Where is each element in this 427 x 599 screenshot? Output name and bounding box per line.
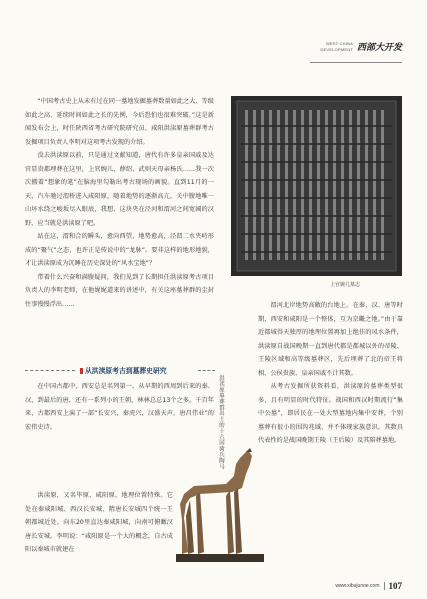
paragraph: “中国考古史上从未有过在同一墓地发掘墓葬数量如此之大、等级如此之高、延续时间如此之长的先例，今后恐怕也很难突破。”这是新闻发布会上，时任陕西省考古研究院研究员、咸阳洪渎原墓葬群考古发掘项目负责人李明对这项考古发现的介绍。: [25, 98, 214, 146]
paragraph: 洪渎原，又名毕原、咸阳原，地理位置特殊。它处在秦咸阳城、西汉长安城、隋唐长安城四个统一王朝都城近处。向东20里直达秦咸阳城，向南可俯瞰汉唐长安城。李明说：“咸阳原是一个大的概念，自古成阳以秦城市就建在: [25, 492, 173, 553]
paragraph: 渭河北岸地势高敞的台地上。在秦、汉、唐等时期，西安和咸阳是一个整体，互为京畿之地。”由于靠近都城得天独厚的地理位置再加上绝佳的风水条件，洪渎原自战国晚期一直到唐代都是都城以外的帝陵、王陵区域和高等级墓葬区，先后埋葬了北的帝王将相、公侯贵族、皇亲国戚不计其数。: [258, 302, 403, 377]
heading-rule-left: [25, 370, 75, 371]
paragraph: 没去洪渎原以前，只是通过文献知道，唐代有许多皇亲国戚及达官显贵都埋葬在这里，上官婉儿、薛绍、武则天母亲杨氏……我一次次搬着“想象的笔”在脑海里勾勒出考古现场的画貌。直到11月的一天，汽车驰过渭桥进入咸阳原，随着地势的逐渐高亢，关中腹地唯一山坏水绕之峻坂尽入眼底，我想，这块夹在泾河和渭河之间宽阔的汉野，应当就是洪渎原了吧。: [25, 152, 214, 227]
heading-rule-right: [198, 370, 215, 371]
page-number: 107: [388, 581, 402, 591]
masthead-english: WEST CHINA DEVELOPMENT: [320, 41, 353, 52]
masthead-logo: 西部大开发: [356, 43, 402, 53]
article-column-1c: [25, 489, 173, 557]
photo-caption: 上官婉儿墓志: [330, 282, 361, 288]
heading-text: 从洪渎原考古到墓葬史研究: [80, 365, 167, 375]
section-heading: [25, 364, 215, 376]
footer-url[interactable]: www.xibujunoe.com: [335, 583, 380, 589]
vertical-caption: 洪渎原墓葬群出土的十六国骑兵陶马: [218, 375, 224, 470]
paragraph: 带着什么兴奋和满腹疑问，我们见到了长期担任洪渎原考古项目负责人的李明老师，在他娓娓道来的讲述中，有关这座墓葬群的尘封往事慢慢浮出……: [25, 273, 214, 308]
paragraph: 站在这，渭和合的瞬头，愈向西望，地势愈高，泾渭二水夹峙形成的“聚气”之态，也许正是传说中的“龙脉”。要非这样的地形地貌，才让洪渎原成为沉睡在历史深处的“风水宝地”？: [25, 233, 214, 267]
epitaph-rubbing-photo: [231, 96, 402, 276]
epitaph-rubbing-image: [231, 96, 402, 276]
footer-separator: [384, 582, 385, 590]
pottery-horse-figure: [170, 440, 270, 570]
article-column-1: [25, 95, 214, 311]
article-column-3: [258, 299, 403, 448]
masthead: [321, 40, 402, 53]
article-column-1b: [25, 380, 214, 434]
paragraph: 在中国古都中，西安总是名列第一。从早期的西周到后来的秦、汉，到最后的唐，还有一系列小的王朝，林林总总13个之多。千百年来，古都西安上演了一部“长安兴，秦虎兴，汉盛天声，唐昌伟业”的宏伟史诗。: [25, 383, 214, 431]
pottery-horse-image: [170, 440, 270, 570]
masthead-rule: [310, 62, 402, 63]
page-footer: [335, 581, 402, 591]
paragraph: 从考古发掘所获资料看，洪渎原的墓葬类型很多，且有明显的时代特征。战国和西汉时期流行“集中公墓”，即居民在一处大型墓地内集中安葬，个别墓葬有很小的围沟兆域，并不体现家族意识。其数具代表性的是战国晚期王陵（王后陵）及其陪葬墓地。: [258, 383, 403, 444]
